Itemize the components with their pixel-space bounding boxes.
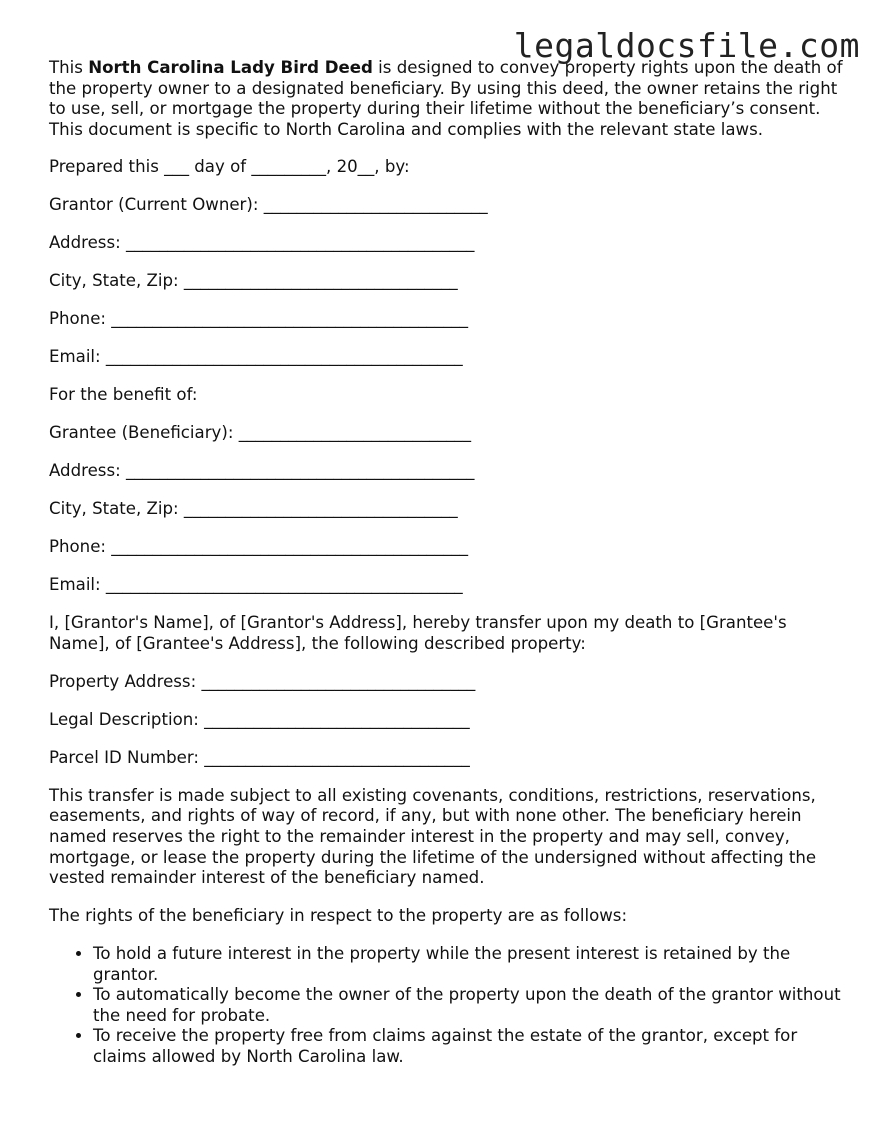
intro-text: is designed to convey property rights upon the death of the property owner to a designated beneficiary. By using this deed, the owner retains the right to use, sell, or mortgage the property during their lifetime without the beneficiary’s consent. This document is specific to North Carolina and complies with the relevant state laws. [49,58,843,139]
grantee-phone-field: Phone: ___________________________________________ [49,537,469,557]
grantor-city-field: City, State, Zip: _________________________________ [49,271,458,291]
list-item: • To receive the property free from claims against the estate of the grantor, except for claims allowed by North Carolina law. [93,1026,849,1067]
subject-paragraph: This transfer is made subject to all existing covenants, conditions, restrictions, reservations, easements, and rights of way of record, if any, but with none other. The beneficiary herein named reserves the right to the remainder interest in the property and may sell, convey, mortgage, or lease the property during the lifetime of the undersigned without affecting the vested remainder interest of the beneficiary named. [49,785,817,888]
grantor-name-field: Grantor (Current Owner): ___________________________ [49,195,488,215]
grantee-address-field: Address: __________________________________________ [49,461,475,481]
benefit-heading: For the benefit of: [49,385,198,405]
grantor-email-field: Email: ___________________________________________ [49,347,463,367]
watermark: legaldocsfile.com [513,26,860,65]
deed-title: North Carolina Lady Bird Deed [88,58,373,77]
rights-intro: The rights of the beneficiary in respect to the property are as follows: [49,906,628,926]
intro-prefix: This [49,58,89,77]
document-body [49,58,849,1068]
property-address-field: Property Address: _________________________________ [49,671,476,691]
list-item: • To hold a future interest in the property while the present interest is retained by the grantor. [93,944,849,985]
parcel-id-field: Parcel ID Number: ________________________________ [49,747,470,767]
list-item: • To automatically become the owner of the property upon the death of the grantor without the need for probate. [93,985,849,1026]
intro-paragraph [49,58,849,140]
grantor-phone-field: Phone: ___________________________________________ [49,309,469,329]
legal-description-field: Legal Description: ________________________________ [49,709,470,729]
rights-list [49,944,849,1068]
grantee-city-field: City, State, Zip: _________________________________ [49,499,458,519]
grantor-address-field: Address: __________________________________________ [49,233,475,253]
transfer-paragraph: I, [Grantor's Name], of [Grantor's Address], hereby transfer upon my death to [Grantee's Name], of [Grantee's Address], the following described property: [49,613,787,653]
grantee-email-field: Email: ___________________________________________ [49,575,463,595]
grantee-name-field: Grantee (Beneficiary): ____________________________ [49,423,472,443]
prepared-line: Prepared this ___ day of _________, 20__, by: [49,157,410,177]
